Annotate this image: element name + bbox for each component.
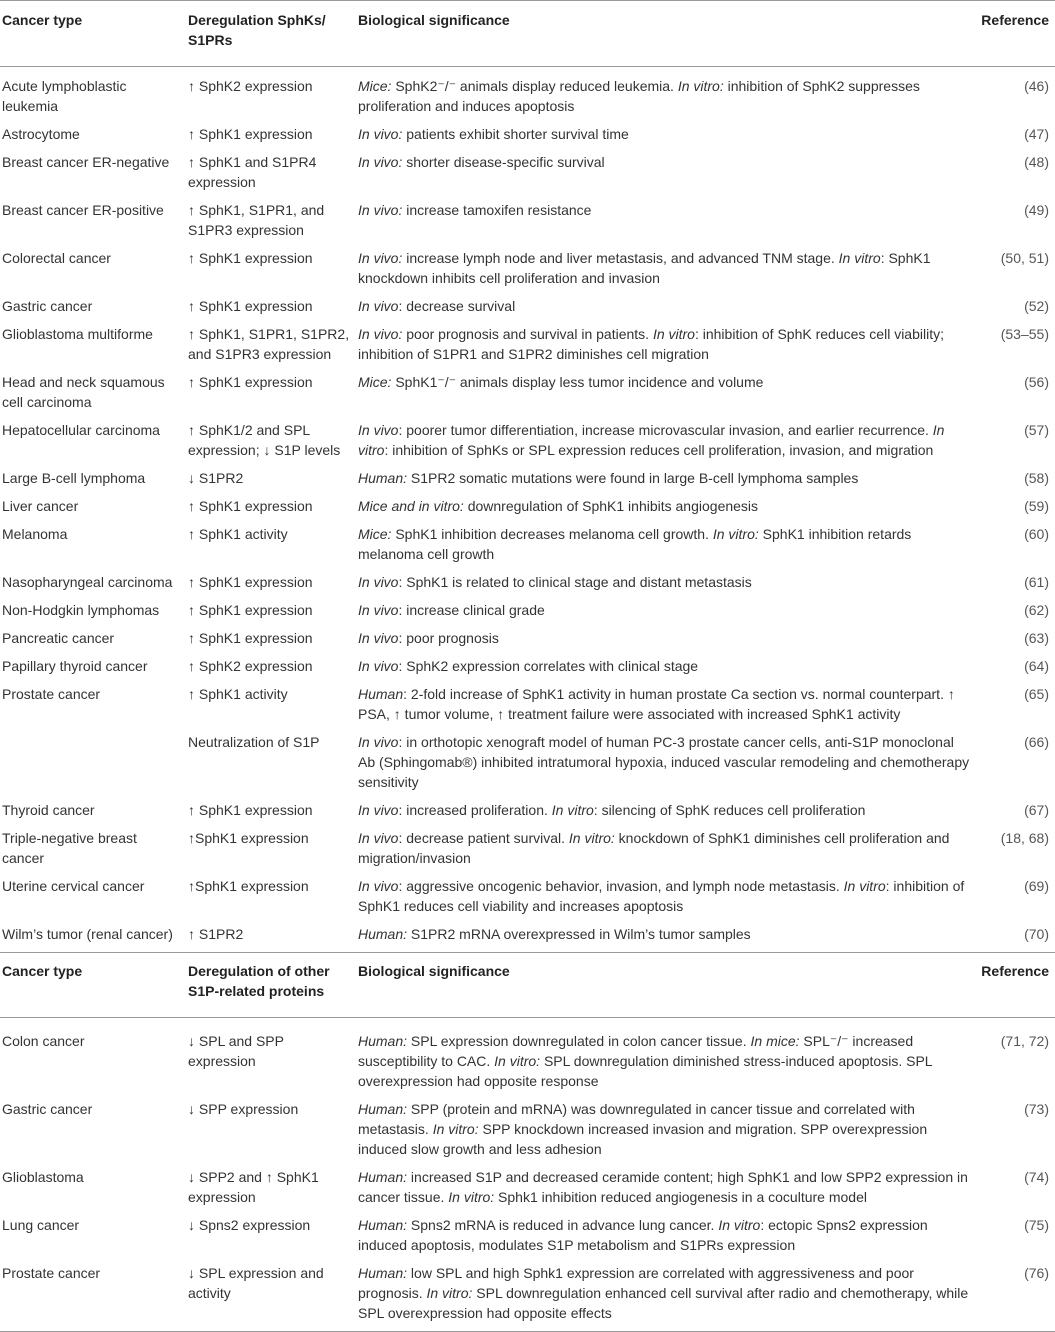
cell-cancer-type: Liver cancer	[2, 498, 79, 514]
cell-deregulation: ↑ SphK1 expression	[188, 374, 313, 390]
cell-reference: (73)	[1024, 1101, 1049, 1117]
cell-reference: (71, 72)	[1000, 1033, 1049, 1049]
cell-deregulation: ↓ SPL and SPP expression	[188, 1033, 284, 1069]
cell-reference: (61)	[1024, 574, 1049, 590]
table-row	[0, 1263, 1055, 1332]
cell-deregulation: ↑ SphK1 expression	[188, 630, 313, 646]
table-row	[0, 800, 1055, 828]
table-row	[0, 124, 1055, 152]
cell-cancer-type: Glioblastoma multiforme	[2, 326, 153, 342]
cell-deregulation: ↑ SphK1/2 and SPL expression; ↓ S1P levels	[188, 422, 341, 458]
cell-reference: (46)	[1024, 78, 1049, 94]
cell-deregulation: ↓ SPL expression and activity	[188, 1265, 324, 1301]
cell-cancer-type: Colorectal cancer	[2, 250, 111, 266]
cell-reference: (63)	[1024, 630, 1049, 646]
cell-significance: In vivo: poorer tumor differentiation, increase microvascular invasion, and earlier recurrence. In vitro: inhibition of SphKs or SPL expression reduces cell proliferation, invasion, and migration	[358, 422, 945, 458]
cell-significance: In vivo: increase tamoxifen resistance	[358, 202, 592, 218]
cell-significance: Mice: SphK1⁻/⁻ animals display less tumor incidence and volume	[358, 374, 764, 390]
cell-significance: In vivo: poor prognosis and survival in patients. In vitro: inhibition of SphK reduces cell viability; inhibition of S1PR1 and S1PR2 diminishes cell migration	[358, 326, 944, 362]
cell-significance: Human: 2-fold increase of SphK1 activity in human prostate Ca section vs. normal counterpart. ↑ PSA, ↑ tumor volume, ↑ treatment failure were associated with increased SphK1 activity	[358, 686, 955, 722]
cell-significance: In vivo: SphK2 expression correlates with clinical stage	[358, 658, 699, 674]
cell-reference: (69)	[1024, 878, 1049, 894]
cell-deregulation: ↓ Spns2 expression	[188, 1217, 311, 1233]
cell-significance: Human: Spns2 mRNA is reduced in advance lung cancer. In vitro: ectopic Spns2 expression induced apoptosis, modulates S1P metabolism and S1PRs expression	[358, 1217, 928, 1253]
table-row	[0, 420, 1055, 468]
cell-cancer-type: Hepatocellular carcinoma	[2, 422, 160, 438]
cell-deregulation: ↑ SphK1 expression	[188, 126, 313, 142]
cell-reference: (59)	[1024, 498, 1049, 514]
cell-significance: In vivo: poor prognosis	[358, 630, 499, 646]
header-row-2	[0, 953, 1055, 1018]
table-body-other	[0, 1018, 1055, 1332]
cell-cancer-type: Prostate cancer	[2, 686, 101, 702]
cell-significance: Human: S1PR2 somatic mutations were found in large B-cell lymphoma samples	[358, 470, 859, 486]
table-row	[0, 248, 1055, 296]
header-significance: Biological significance	[358, 12, 510, 28]
cell-cancer-type: Glioblastoma	[2, 1169, 84, 1185]
header-deregulation: Deregulation SphKs/ S1PRs	[188, 12, 326, 48]
cell-cancer-type: Head and neck squamous cell carcinoma	[2, 374, 165, 410]
cell-cancer-type: Pancreatic cancer	[2, 630, 115, 646]
table-row	[0, 1215, 1055, 1263]
header2-significance: Biological significance	[358, 963, 510, 979]
cell-cancer-type: Astrocytome	[2, 126, 80, 142]
cell-reference: (48)	[1024, 154, 1049, 170]
cell-significance: In vivo: SphK1 is related to clinical stage and distant metastasis	[358, 574, 752, 590]
cell-significance: Human: SPL expression downregulated in colon cancer tissue. In mice: SPL⁻/⁻ increased susceptibility to CAC. In vitro: SPL downregulation diminished stress-induced apoptosis. SPL overexpression had opposite response	[358, 1033, 933, 1089]
cell-cancer-type: Breast cancer ER-negative	[2, 154, 170, 170]
cell-deregulation: ↑ SphK1, S1PR1, S1PR2, and S1PR3 expression	[188, 326, 350, 362]
cell-deregulation: ↑ SphK1, S1PR1, and S1PR3 expression	[188, 202, 325, 238]
cell-cancer-type: Colon cancer	[2, 1033, 85, 1049]
cell-reference: (76)	[1024, 1265, 1049, 1281]
cell-deregulation: ↑ S1PR2	[188, 926, 244, 942]
table-row	[0, 1018, 1055, 1100]
cell-cancer-type: Uterine cervical cancer	[2, 878, 145, 894]
header2-reference: Reference	[981, 963, 1049, 979]
cell-significance: In vivo: increased proliferation. In vitro: silencing of SphK reduces cell proliferation	[358, 802, 866, 818]
cell-cancer-type: Papillary thyroid cancer	[2, 658, 148, 674]
cell-significance: In vivo: decrease patient survival. In vitro: knockdown of SphK1 diminishes cell proliferation and migration/invasion	[358, 830, 950, 866]
cell-reference: (47)	[1024, 126, 1049, 142]
cell-significance: Mice: SphK2⁻/⁻ animals display reduced leukemia. In vitro: inhibition of SphK2 suppresses proliferation and induces apoptosis	[358, 78, 920, 114]
cell-cancer-type: Acute lymphoblastic leukemia	[2, 78, 127, 114]
cell-deregulation: ↑ SphK1 and S1PR4 expression	[188, 154, 317, 190]
table-row	[0, 496, 1055, 524]
cell-deregulation: ↑ SphK2 expression	[188, 78, 313, 94]
cell-reference: (56)	[1024, 374, 1049, 390]
cell-reference: (58)	[1024, 470, 1049, 486]
cell-cancer-type: Nasopharyngeal carcinoma	[2, 574, 173, 590]
cell-significance: Human: increased S1P and decreased ceramide content; high SphK1 and low SPP2 expression in cancer tissue. In vitro: Sphk1 inhibition reduced angiogenesis in a coculture model	[358, 1169, 968, 1205]
table-row	[0, 572, 1055, 600]
table-row	[0, 684, 1055, 732]
cell-reference: (57)	[1024, 422, 1049, 438]
cell-reference: (50, 51)	[1000, 250, 1049, 266]
cell-significance: Mice: SphK1 inhibition decreases melanoma cell growth. In vitro: SphK1 inhibition retards melanoma cell growth	[358, 526, 912, 562]
cell-deregulation: ↑ SphK1 expression	[188, 574, 313, 590]
cell-deregulation: ↑SphK1 expression	[188, 878, 309, 894]
cell-deregulation: ↑ SphK2 expression	[188, 658, 313, 674]
cell-cancer-type: Triple-negative breast cancer	[2, 830, 137, 866]
table-row	[0, 924, 1055, 953]
cell-cancer-type: Gastric cancer	[2, 1101, 93, 1117]
cell-cancer-type	[0, 732, 186, 800]
table-row	[0, 468, 1055, 496]
cell-deregulation: ↓ SPP2 and ↑ SphK1 expression	[188, 1169, 319, 1205]
header-reference: Reference	[981, 12, 1049, 28]
cell-cancer-type: Melanoma	[2, 526, 68, 542]
cell-reference: (53–55)	[1000, 326, 1049, 342]
cell-significance: Human: low SPL and high Sphk1 expression are correlated with aggressiveness and poor prognosis. In vitro: SPL downregulation enhanced cell survival after radio and chemotherapy, while SPL overexpression had opposite effects	[358, 1265, 969, 1321]
table-row	[0, 1099, 1055, 1167]
cell-reference: (52)	[1024, 298, 1049, 314]
cell-reference: (49)	[1024, 202, 1049, 218]
cell-reference: (70)	[1024, 926, 1049, 942]
cell-reference: (65)	[1024, 686, 1049, 702]
table-body-sphk	[0, 67, 1055, 953]
table-row	[0, 372, 1055, 420]
header-cancer-type: Cancer type	[2, 12, 83, 28]
cell-significance: In vivo: increase lymph node and liver metastasis, and advanced TNM stage. In vitro: SphK1 knockdown inhibits cell proliferation and invasion	[358, 250, 931, 286]
table-row	[0, 656, 1055, 684]
cell-significance: Human: S1PR2 mRNA overexpressed in Wilm’s tumor samples	[358, 926, 751, 942]
table-row	[0, 152, 1055, 200]
cell-deregulation: ↑ SphK1 expression	[188, 498, 313, 514]
table-row	[0, 200, 1055, 248]
cell-reference: (18, 68)	[1000, 830, 1049, 846]
cell-significance: In vivo: shorter disease-specific survival	[358, 154, 605, 170]
cell-deregulation: ↑SphK1 expression	[188, 830, 309, 846]
cell-significance: In vivo: in orthotopic xenograft model of human PC-3 prostate cancer cells, anti-S1P monoclonal Ab (Sphingomab®) inhibited intratumoral hypoxia, induced vascular remodeling and chemotherapy sensitivity	[358, 734, 970, 790]
table-row	[0, 876, 1055, 924]
table-row	[0, 600, 1055, 628]
cell-cancer-type: Wilm’s tumor (renal cancer)	[2, 926, 173, 942]
cell-reference: (74)	[1024, 1169, 1049, 1185]
table-row	[0, 324, 1055, 372]
cell-cancer-type: Non-Hodgkin lymphomas	[2, 602, 160, 618]
cell-reference: (64)	[1024, 658, 1049, 674]
cell-significance: In vivo: aggressive oncogenic behavior, invasion, and lymph node metastasis. In vitro: inhibition of SphK1 reduces cell viability and increases apoptosis	[358, 878, 965, 914]
cell-reference: (66)	[1024, 734, 1049, 750]
cell-reference: (75)	[1024, 1217, 1049, 1233]
table-row	[0, 67, 1055, 125]
table-row	[0, 628, 1055, 656]
header2-cancer-type: Cancer type	[2, 963, 83, 979]
cell-deregulation: ↑ SphK1 activity	[188, 686, 288, 702]
cell-cancer-type: Large B-cell lymphoma	[2, 470, 146, 486]
cell-significance: Human: SPP (protein and mRNA) was downregulated in cancer tissue and correlated with metastasis. In vitro: SPP knockdown increased invasion and migration. SPP overexpression induced slow growth and less adhesion	[358, 1101, 928, 1157]
cell-deregulation: ↑ SphK1 expression	[188, 802, 313, 818]
cell-significance: In vivo: patients exhibit shorter survival time	[358, 126, 629, 142]
table-row	[0, 524, 1055, 572]
cell-significance: In vivo: increase clinical grade	[358, 602, 545, 618]
header-row	[0, 1, 1055, 67]
table-row	[0, 828, 1055, 876]
cell-deregulation: Neutralization of S1P	[188, 734, 320, 750]
cell-significance: In vivo: decrease survival	[358, 298, 516, 314]
cell-reference: (60)	[1024, 526, 1049, 542]
table-row	[0, 1167, 1055, 1215]
header2-deregulation: Deregulation of other S1P-related proteins	[188, 963, 330, 999]
table-row	[0, 732, 1055, 800]
cell-cancer-type: Thyroid cancer	[2, 802, 95, 818]
cell-reference: (62)	[1024, 602, 1049, 618]
cell-cancer-type: Prostate cancer	[2, 1265, 101, 1281]
cell-cancer-type: Breast cancer ER-positive	[2, 202, 164, 218]
cell-deregulation: ↑ SphK1 expression	[188, 298, 313, 314]
cell-deregulation: ↓ S1PR2	[188, 470, 244, 486]
cell-cancer-type: Gastric cancer	[2, 298, 93, 314]
cell-deregulation: ↑ SphK1 expression	[188, 602, 313, 618]
cell-deregulation: ↑ SphK1 activity	[188, 526, 288, 542]
cell-deregulation: ↓ SPP expression	[188, 1101, 299, 1117]
cell-reference: (67)	[1024, 802, 1049, 818]
cell-deregulation: ↑ SphK1 expression	[188, 250, 313, 266]
cell-significance: Mice and in vitro: downregulation of SphK1 inhibits angiogenesis	[358, 498, 759, 514]
table-row	[0, 296, 1055, 324]
cell-cancer-type: Lung cancer	[2, 1217, 80, 1233]
